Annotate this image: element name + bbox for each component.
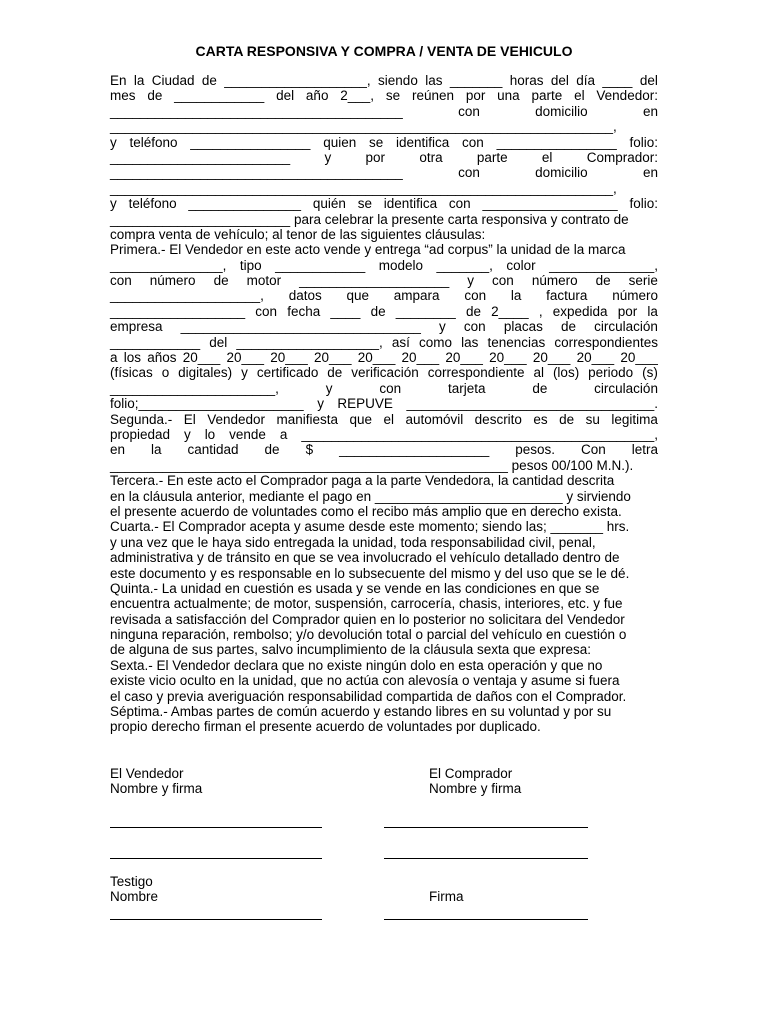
word: circulación bbox=[594, 380, 658, 396]
vendedor-signature-line-2[interactable] bbox=[110, 858, 322, 859]
word: y bbox=[241, 365, 248, 381]
word: por bbox=[465, 88, 486, 104]
testigo-name-line[interactable] bbox=[110, 919, 322, 920]
body-line: Cuarta.- El Comprador acepta y asume desde este momento; siendo las; _______ hrs. bbox=[110, 519, 630, 535]
word: parte bbox=[476, 149, 508, 165]
word: de bbox=[532, 380, 548, 396]
word: correspondientes bbox=[554, 334, 658, 350]
word: del bbox=[550, 73, 569, 88]
word: verificación bbox=[351, 365, 419, 381]
body-line: de alguna de sus partes, salvo incumplimiento de la cláusula sexta que expresa: bbox=[110, 642, 592, 658]
word: color bbox=[506, 257, 536, 273]
word: en bbox=[642, 165, 658, 181]
word: ________________________ bbox=[110, 149, 291, 165]
word: de bbox=[147, 88, 163, 104]
body-line: compra venta de vehículo; al tenor de las siguientes cláusulas: bbox=[110, 226, 486, 242]
word: ___________________________________________________________________, bbox=[110, 119, 617, 135]
word: expedida bbox=[552, 303, 608, 319]
word: ___________________________________________________________________, bbox=[110, 180, 617, 196]
word: teléfono bbox=[128, 196, 177, 212]
word: 20___ bbox=[532, 350, 571, 366]
body-line: administrativa y de tránsito en que se vea involucrado el vehículo detallado dentro de bbox=[110, 550, 620, 566]
word: ________________________________ bbox=[180, 319, 421, 335]
word: tipo bbox=[239, 257, 262, 273]
testigo-signature-line[interactable] bbox=[384, 919, 588, 920]
word: 20___ bbox=[620, 350, 658, 366]
body-line: el presente acuerdo de voluntades como el recibo más amplio que en derecho exista. bbox=[110, 503, 622, 519]
word: placas bbox=[503, 319, 543, 335]
word: __________________ bbox=[110, 303, 246, 319]
word: de bbox=[559, 411, 575, 427]
word: Vendedor: bbox=[596, 88, 658, 104]
vendedor-sub-label: Nombre y firma bbox=[110, 781, 203, 796]
word: factura bbox=[546, 288, 588, 304]
word: $ bbox=[305, 442, 314, 458]
word: ____________ bbox=[174, 88, 265, 104]
word: 20___ bbox=[182, 350, 221, 366]
word: descrito bbox=[474, 411, 522, 427]
word: folio: bbox=[629, 196, 658, 212]
word: de bbox=[264, 442, 280, 458]
word: REPUVE bbox=[337, 396, 393, 412]
word: certificado bbox=[256, 365, 319, 381]
word: con bbox=[448, 196, 471, 212]
contract-body bbox=[110, 73, 658, 735]
word: 20___ bbox=[445, 350, 483, 366]
word: Ciudad bbox=[151, 73, 195, 88]
word: años bbox=[147, 350, 177, 366]
word: 2____ bbox=[491, 303, 529, 319]
body-line: ________________________ para celebrar la presente carta responsiva y contrato de bbox=[110, 211, 629, 227]
word: _________________________________. bbox=[406, 396, 658, 412]
word: de bbox=[213, 273, 229, 289]
word: 20___ bbox=[314, 350, 352, 366]
word: En bbox=[110, 73, 127, 88]
word: o bbox=[161, 365, 170, 381]
word: mes bbox=[110, 88, 136, 104]
word: reúnen bbox=[411, 88, 454, 104]
word: de bbox=[465, 303, 481, 319]
body-line bbox=[110, 335, 658, 350]
word: correspondiente bbox=[427, 365, 525, 381]
word: del bbox=[276, 88, 295, 104]
word: ____ bbox=[602, 73, 633, 88]
word: año bbox=[305, 88, 329, 104]
testigo-name-label: Nombre bbox=[110, 889, 159, 904]
word: El bbox=[183, 411, 196, 427]
word: en bbox=[110, 442, 126, 458]
word: a bbox=[110, 350, 118, 366]
body-line: Quinta.- La unidad en cuestión es usada y se vende en las condiciones en que se bbox=[110, 580, 600, 596]
word: empresa bbox=[110, 319, 163, 335]
body-line bbox=[110, 350, 658, 365]
word: 20___ bbox=[357, 350, 396, 366]
comprador-label: El Comprador bbox=[429, 766, 513, 781]
word: el bbox=[383, 411, 394, 427]
word: teléfono bbox=[129, 134, 178, 150]
comprador-sub-label: Nombre y firma bbox=[429, 781, 522, 796]
body-line bbox=[110, 104, 658, 119]
firma-label: Firma bbox=[429, 889, 464, 904]
word: _______, bbox=[436, 257, 493, 273]
body-line: este documento y es responsable en lo subsecuente del mismo y del uso que se le dé. bbox=[110, 565, 630, 581]
word: letra bbox=[631, 442, 658, 458]
comprador-signature-line-1[interactable] bbox=[384, 827, 588, 828]
word: tenencias bbox=[487, 334, 546, 350]
word: (s) bbox=[642, 365, 658, 381]
word: 20___ bbox=[226, 350, 265, 366]
word: y bbox=[110, 134, 117, 150]
word: las bbox=[461, 334, 479, 350]
word: ___________________, bbox=[236, 334, 383, 350]
word: de bbox=[595, 273, 611, 289]
word: manifiesta bbox=[276, 411, 339, 427]
word: (los) bbox=[552, 365, 580, 381]
word: y bbox=[184, 426, 191, 442]
comprador-signature-line-2[interactable] bbox=[384, 858, 588, 859]
word: identifica bbox=[383, 196, 438, 212]
word: número bbox=[612, 288, 658, 304]
body-line bbox=[110, 165, 658, 180]
word: ___________________, bbox=[224, 73, 371, 88]
word: ________________ bbox=[190, 134, 311, 150]
word: ____________________, bbox=[110, 288, 264, 304]
word: legitima bbox=[611, 411, 658, 427]
body-line bbox=[110, 119, 658, 134]
body-line: _____________________________________________________ pesos 00/100 M.N.). bbox=[110, 457, 634, 473]
word: horas bbox=[509, 73, 544, 88]
body-line: revisada a satisfacción del Comprador quien en lo posterior no solicitara del Vendedor bbox=[110, 611, 625, 627]
word: que bbox=[346, 288, 370, 304]
word: la bbox=[151, 442, 162, 458]
body-line bbox=[110, 150, 658, 165]
word: de bbox=[560, 319, 577, 335]
word: en bbox=[642, 103, 658, 119]
word: los bbox=[123, 350, 141, 366]
word: y bbox=[325, 380, 333, 396]
word: parte bbox=[531, 88, 563, 104]
word: y bbox=[317, 396, 324, 412]
word: ____________ bbox=[110, 334, 201, 350]
body-line: Tercera.- En este acto el Comprador paga a la parte Vendedora, la cantidad descrita bbox=[110, 473, 615, 489]
body-line: ninguna reparación, rembolso; y/o devolución total o parcial del vehículo en cuestión o bbox=[110, 627, 627, 643]
word: una bbox=[497, 88, 520, 104]
word: periodo bbox=[588, 365, 634, 381]
word: a bbox=[279, 426, 288, 442]
word: la bbox=[510, 288, 522, 304]
word: serie bbox=[628, 273, 658, 289]
word: Con bbox=[580, 442, 606, 458]
word: digitales) bbox=[178, 365, 233, 381]
word: ____________________ bbox=[299, 273, 450, 289]
body-line bbox=[110, 88, 658, 103]
word: de bbox=[370, 303, 386, 319]
word: que bbox=[349, 411, 373, 427]
body-line: existe vicio oculto en la unidad, que no actúa con alevosía o ventaja y asume si fuera bbox=[110, 673, 620, 689]
body-line: Séptima.- Ambas partes de común acuerdo y estando libres en su voluntad y por su bbox=[110, 704, 612, 720]
word: propiedad bbox=[110, 426, 171, 442]
body-line bbox=[110, 442, 658, 457]
word: su bbox=[585, 411, 600, 427]
word: se bbox=[368, 134, 384, 150]
word: pesos. bbox=[515, 442, 555, 458]
word: se bbox=[357, 196, 372, 212]
body-line bbox=[110, 365, 658, 380]
word: ____ bbox=[330, 303, 361, 319]
word: vende bbox=[229, 426, 266, 442]
word: ____________ bbox=[275, 257, 366, 273]
word: con bbox=[492, 273, 514, 289]
word: y bbox=[467, 273, 475, 289]
word: del bbox=[209, 334, 228, 350]
word: __________________ bbox=[482, 196, 618, 212]
word: _______________, bbox=[110, 257, 227, 273]
body-line: propio derecho firman el presente acuerdo de voluntades por duplicado. bbox=[110, 719, 541, 735]
word: automóvil bbox=[405, 411, 464, 427]
body-line bbox=[110, 258, 658, 273]
word: Comprador: bbox=[586, 149, 658, 165]
body-line: Primera.- El Vendedor en este acto vende y entrega “ad corpus” la unidad de la marca bbox=[110, 242, 626, 258]
body-line bbox=[110, 396, 658, 411]
word: folio: bbox=[629, 134, 658, 150]
testigo-label: Testigo bbox=[110, 874, 153, 889]
body-line bbox=[110, 135, 658, 150]
word: siendo bbox=[378, 73, 418, 88]
body-line bbox=[110, 381, 658, 396]
body-line bbox=[110, 412, 658, 427]
word: 20___ bbox=[576, 350, 615, 366]
word: día bbox=[576, 73, 596, 88]
word: con bbox=[462, 134, 484, 150]
word: número bbox=[149, 273, 196, 289]
body-line bbox=[110, 427, 658, 442]
word: _______________ bbox=[188, 196, 302, 212]
word: 20___ bbox=[489, 350, 527, 366]
word: se bbox=[385, 88, 401, 104]
word: motor bbox=[246, 273, 282, 289]
word: de bbox=[327, 365, 343, 381]
vendedor-label: El Vendedor bbox=[110, 766, 184, 781]
word: domicilio bbox=[535, 103, 588, 119]
word: con bbox=[379, 380, 402, 396]
word: la bbox=[133, 73, 145, 88]
body-line bbox=[110, 73, 658, 88]
word: _______ bbox=[449, 73, 503, 88]
body-line bbox=[110, 273, 658, 288]
word: de bbox=[201, 73, 217, 88]
body-line: en la cláusula anterior, mediante el pago en _________________________ y sirviendo bbox=[110, 488, 631, 504]
word: fecha bbox=[287, 303, 321, 319]
word: quien bbox=[323, 134, 357, 150]
word: con bbox=[458, 103, 480, 119]
word: número bbox=[531, 273, 578, 289]
word: por bbox=[365, 149, 386, 165]
word: al bbox=[533, 365, 544, 381]
word: las bbox=[425, 73, 443, 88]
word: la bbox=[647, 303, 658, 319]
body-line bbox=[110, 181, 658, 196]
word: domicilio bbox=[535, 165, 588, 181]
word: quién bbox=[312, 196, 346, 212]
word: ampara bbox=[393, 288, 440, 304]
word: ________________ bbox=[496, 134, 617, 150]
word: y bbox=[439, 319, 446, 335]
word: folio;______________________ bbox=[110, 396, 304, 412]
body-line bbox=[110, 319, 658, 334]
word: _______________________________________ bbox=[110, 103, 403, 119]
word: lo bbox=[204, 426, 216, 442]
body-line: y una vez que le haya sido entregada la unidad, toda responsabilidad civil, penal, bbox=[110, 534, 596, 550]
word: tarjeta bbox=[447, 380, 486, 396]
word: 20___ bbox=[270, 350, 308, 366]
word: identifica bbox=[396, 134, 450, 150]
word: otra bbox=[419, 149, 443, 165]
word: el bbox=[541, 149, 553, 165]
body-line bbox=[110, 196, 658, 211]
word: con bbox=[463, 319, 486, 335]
vendedor-signature-line-1[interactable] bbox=[110, 827, 322, 828]
body-line: Sexta.- El Vendedor declara que no existe ningún dolo en esta operación y que no bbox=[110, 657, 603, 673]
word: _______________________________________ bbox=[110, 165, 403, 181]
word: modelo bbox=[378, 257, 424, 273]
word: y bbox=[110, 196, 117, 212]
word: como bbox=[418, 334, 452, 350]
word: Segunda.- bbox=[110, 411, 173, 427]
word: ______________, bbox=[549, 257, 658, 273]
word: con bbox=[458, 165, 480, 181]
body-line bbox=[110, 288, 658, 303]
word: 20___ bbox=[401, 350, 440, 366]
word: con bbox=[464, 288, 487, 304]
word: 2___, bbox=[340, 88, 375, 104]
word: (físicas bbox=[110, 365, 153, 381]
word: con bbox=[110, 273, 132, 289]
word: circulación bbox=[594, 319, 658, 335]
word: con bbox=[255, 303, 278, 319]
body-line: encuentra actualmente; de motor, suspensión, carrocería, chasis, interiores, etc. y fue bbox=[110, 596, 623, 612]
word: es bbox=[533, 411, 548, 427]
word: del bbox=[639, 73, 658, 88]
word: por bbox=[617, 303, 638, 319]
word: cantidad bbox=[187, 442, 239, 458]
body-line bbox=[110, 304, 658, 319]
word: _______________________________________________, bbox=[301, 426, 658, 442]
document-title: CARTA RESPONSIVA Y COMPRA / VENTA DE VEHICULO bbox=[195, 43, 573, 59]
word: , bbox=[538, 303, 543, 319]
word: el bbox=[574, 88, 585, 104]
word: ________ bbox=[395, 303, 456, 319]
body-line: el caso y previa averiguación responsabilidad compartida de daños con el Comprador. bbox=[110, 688, 627, 704]
word: así bbox=[391, 334, 410, 350]
word: ______________________, bbox=[110, 380, 279, 396]
word: ____________________ bbox=[339, 442, 490, 458]
word: datos bbox=[288, 288, 322, 304]
word: y bbox=[324, 149, 332, 165]
word: Vendedor bbox=[207, 411, 266, 427]
